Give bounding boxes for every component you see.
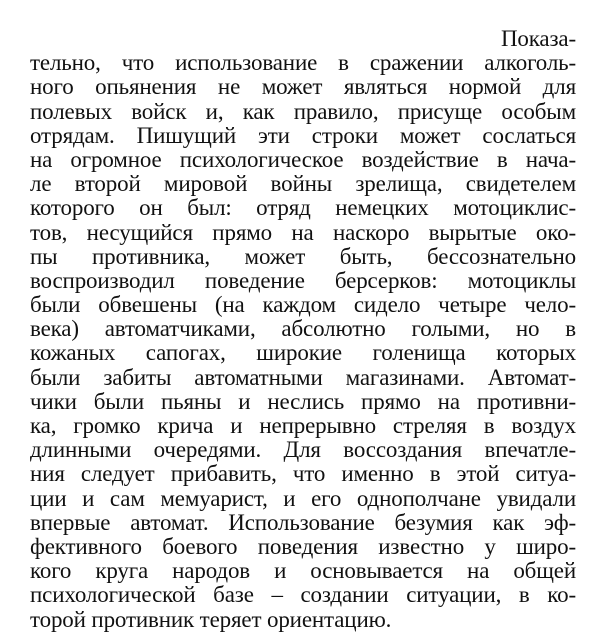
text-line: кожаных сапогах, широкие голенища которых bbox=[30, 340, 576, 366]
text-line: пы противника, может быть, бессознательно bbox=[30, 243, 576, 269]
text-line: ного опьянения не может являться нормой для bbox=[30, 74, 576, 100]
text-line: отрядам. Пишущий эти строки может сослаться bbox=[30, 122, 576, 148]
body-text bbox=[30, 27, 576, 632]
text-line: полевых войск и, как правило, присуще особым bbox=[30, 98, 576, 124]
text-line: воспроизводил поведение берсерков: мотоциклы bbox=[30, 267, 576, 293]
text-line: длинными очередями. Для воссоздания впечатле- bbox=[30, 437, 576, 463]
text-line: ле второй мировой войны зрелища, свидетелем bbox=[30, 171, 576, 197]
text-line: тов, несущийся прямо на наскоро вырытые око- bbox=[30, 219, 576, 245]
text-line: чики были пьяны и неслись прямо на противни- bbox=[30, 388, 576, 414]
text-line: психологической базе – создании ситуации, в ко- bbox=[30, 582, 576, 608]
text-line: торой противник теряет ориентацию. bbox=[30, 606, 392, 632]
text-line: кого круга народов и основывается на общей bbox=[30, 558, 576, 584]
text-line: ния следует прибавить, что именно в этой ситуа- bbox=[30, 461, 576, 487]
text-line: были обвешены (на каждом сидело четыре чело- bbox=[30, 292, 576, 318]
text-line: были забиты автоматными магазинами. Автомат- bbox=[30, 364, 576, 390]
text-line: впервые автомат. Использование безумия как эф- bbox=[30, 509, 576, 535]
text-line: Показа- bbox=[500, 26, 576, 51]
text-line: которого он был: отряд немецких мотоциклис- bbox=[30, 195, 576, 221]
text-line: ции и сам мемуарист, и его однополчане увидали bbox=[30, 485, 576, 511]
text-line: на огромное психологическое воздействие в нача- bbox=[30, 146, 576, 172]
text-line: фективного боевого поведения известно у широ- bbox=[30, 533, 576, 559]
text-line: ка, громко крича и непрерывно стреляя в воздух bbox=[30, 413, 576, 438]
text-line: века) автоматчиками, абсолютно голыми, но в bbox=[30, 316, 576, 342]
text-line: тельно, что использование в сражении алкоголь- bbox=[30, 50, 576, 76]
